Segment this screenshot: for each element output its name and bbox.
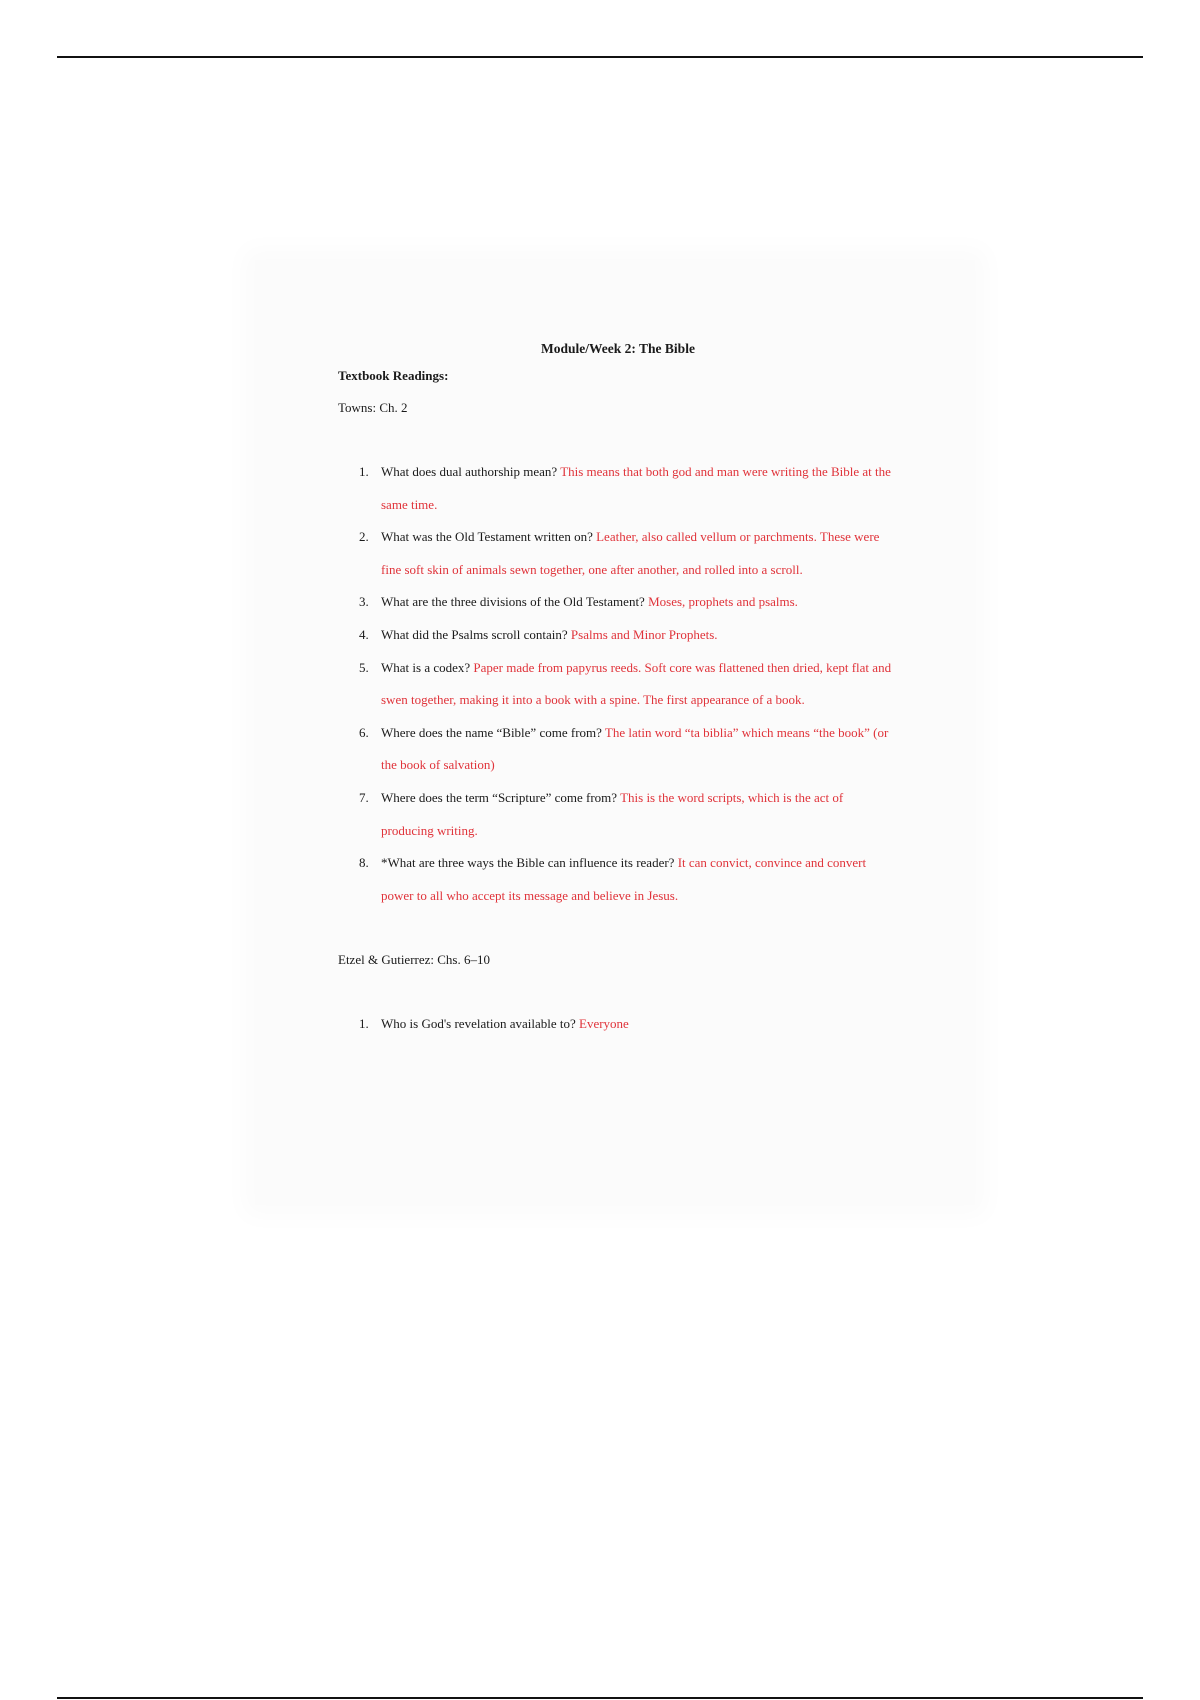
list-item: [338, 521, 898, 586]
source-heading-towns: Towns: Ch. 2: [338, 400, 408, 415]
question-text: What was the Old Testament written on?: [381, 529, 593, 545]
list-item: [338, 782, 898, 847]
question-text: What is a codex?: [381, 659, 471, 675]
answer-text: This is the word scripts, which is the act of producing writing.: [381, 789, 844, 838]
answer-text: It can convict, convince and convert power to all who accept its message and believe in Jesus.: [381, 855, 867, 903]
item-number: 1.: [359, 1016, 369, 1032]
item-number: 7.: [359, 789, 369, 805]
question-text: What are the three divisions of the Old Testament?: [381, 594, 645, 610]
item-number: 3.: [359, 594, 369, 610]
item-number: 8.: [359, 855, 369, 871]
section-heading: Textbook Readings:: [338, 368, 449, 383]
answer-text: This means that both god and man were writing the Bible at the same time.: [381, 464, 891, 512]
document-title: Module/Week 2: The Bible: [541, 341, 695, 356]
question-text: What did the Psalms scroll contain?: [381, 626, 568, 642]
item-number: 5.: [359, 659, 369, 675]
list-item: [338, 586, 898, 619]
list-item: [338, 1008, 898, 1041]
list-item: [338, 652, 898, 717]
question-text: What does dual authorship mean?: [381, 464, 558, 479]
question-text: *What are three ways the Bible can influence its reader?: [381, 855, 675, 871]
question-text: Where does the term “Scripture” come from?: [381, 789, 618, 805]
document-content: [338, 338, 898, 1041]
question-list-etzel-gutierrez: [338, 1008, 898, 1041]
answer-text: The latin word “ta biblia” which means “the book” (or the book of salvation): [381, 724, 889, 773]
item-number: 6.: [359, 724, 369, 740]
list-item: [338, 847, 898, 912]
item-number: 2.: [359, 529, 369, 545]
question-text: Who is God's revelation available to?: [381, 1016, 576, 1032]
answer-text: Psalms and Minor Prophets.: [570, 626, 718, 642]
answer-text: Paper made from papyrus reeds. Soft core was flattened then dried, kept flat and swen together, making it into a book with a spine. The first appearance of a book.: [381, 659, 892, 708]
list-item: [338, 456, 898, 521]
item-number: 1.: [359, 464, 369, 479]
list-item: [338, 619, 898, 652]
list-item: [338, 717, 898, 782]
source-heading-etzel-gutierrez: Etzel & Gutierrez: Chs. 6–10: [338, 952, 490, 968]
answer-text: Moses, prophets and psalms.: [648, 594, 798, 610]
answer-text: Everyone: [579, 1016, 629, 1032]
top-rule: [57, 56, 1143, 58]
answer-text: Leather, also called vellum or parchments. These were fine soft skin of animals sewn together, one after another, and rolled into a scroll.: [381, 529, 880, 577]
item-number: 4.: [359, 626, 369, 642]
question-text: Where does the name “Bible” come from?: [381, 724, 602, 740]
bottom-rule: [57, 1697, 1143, 1699]
question-list-towns: [338, 456, 898, 912]
